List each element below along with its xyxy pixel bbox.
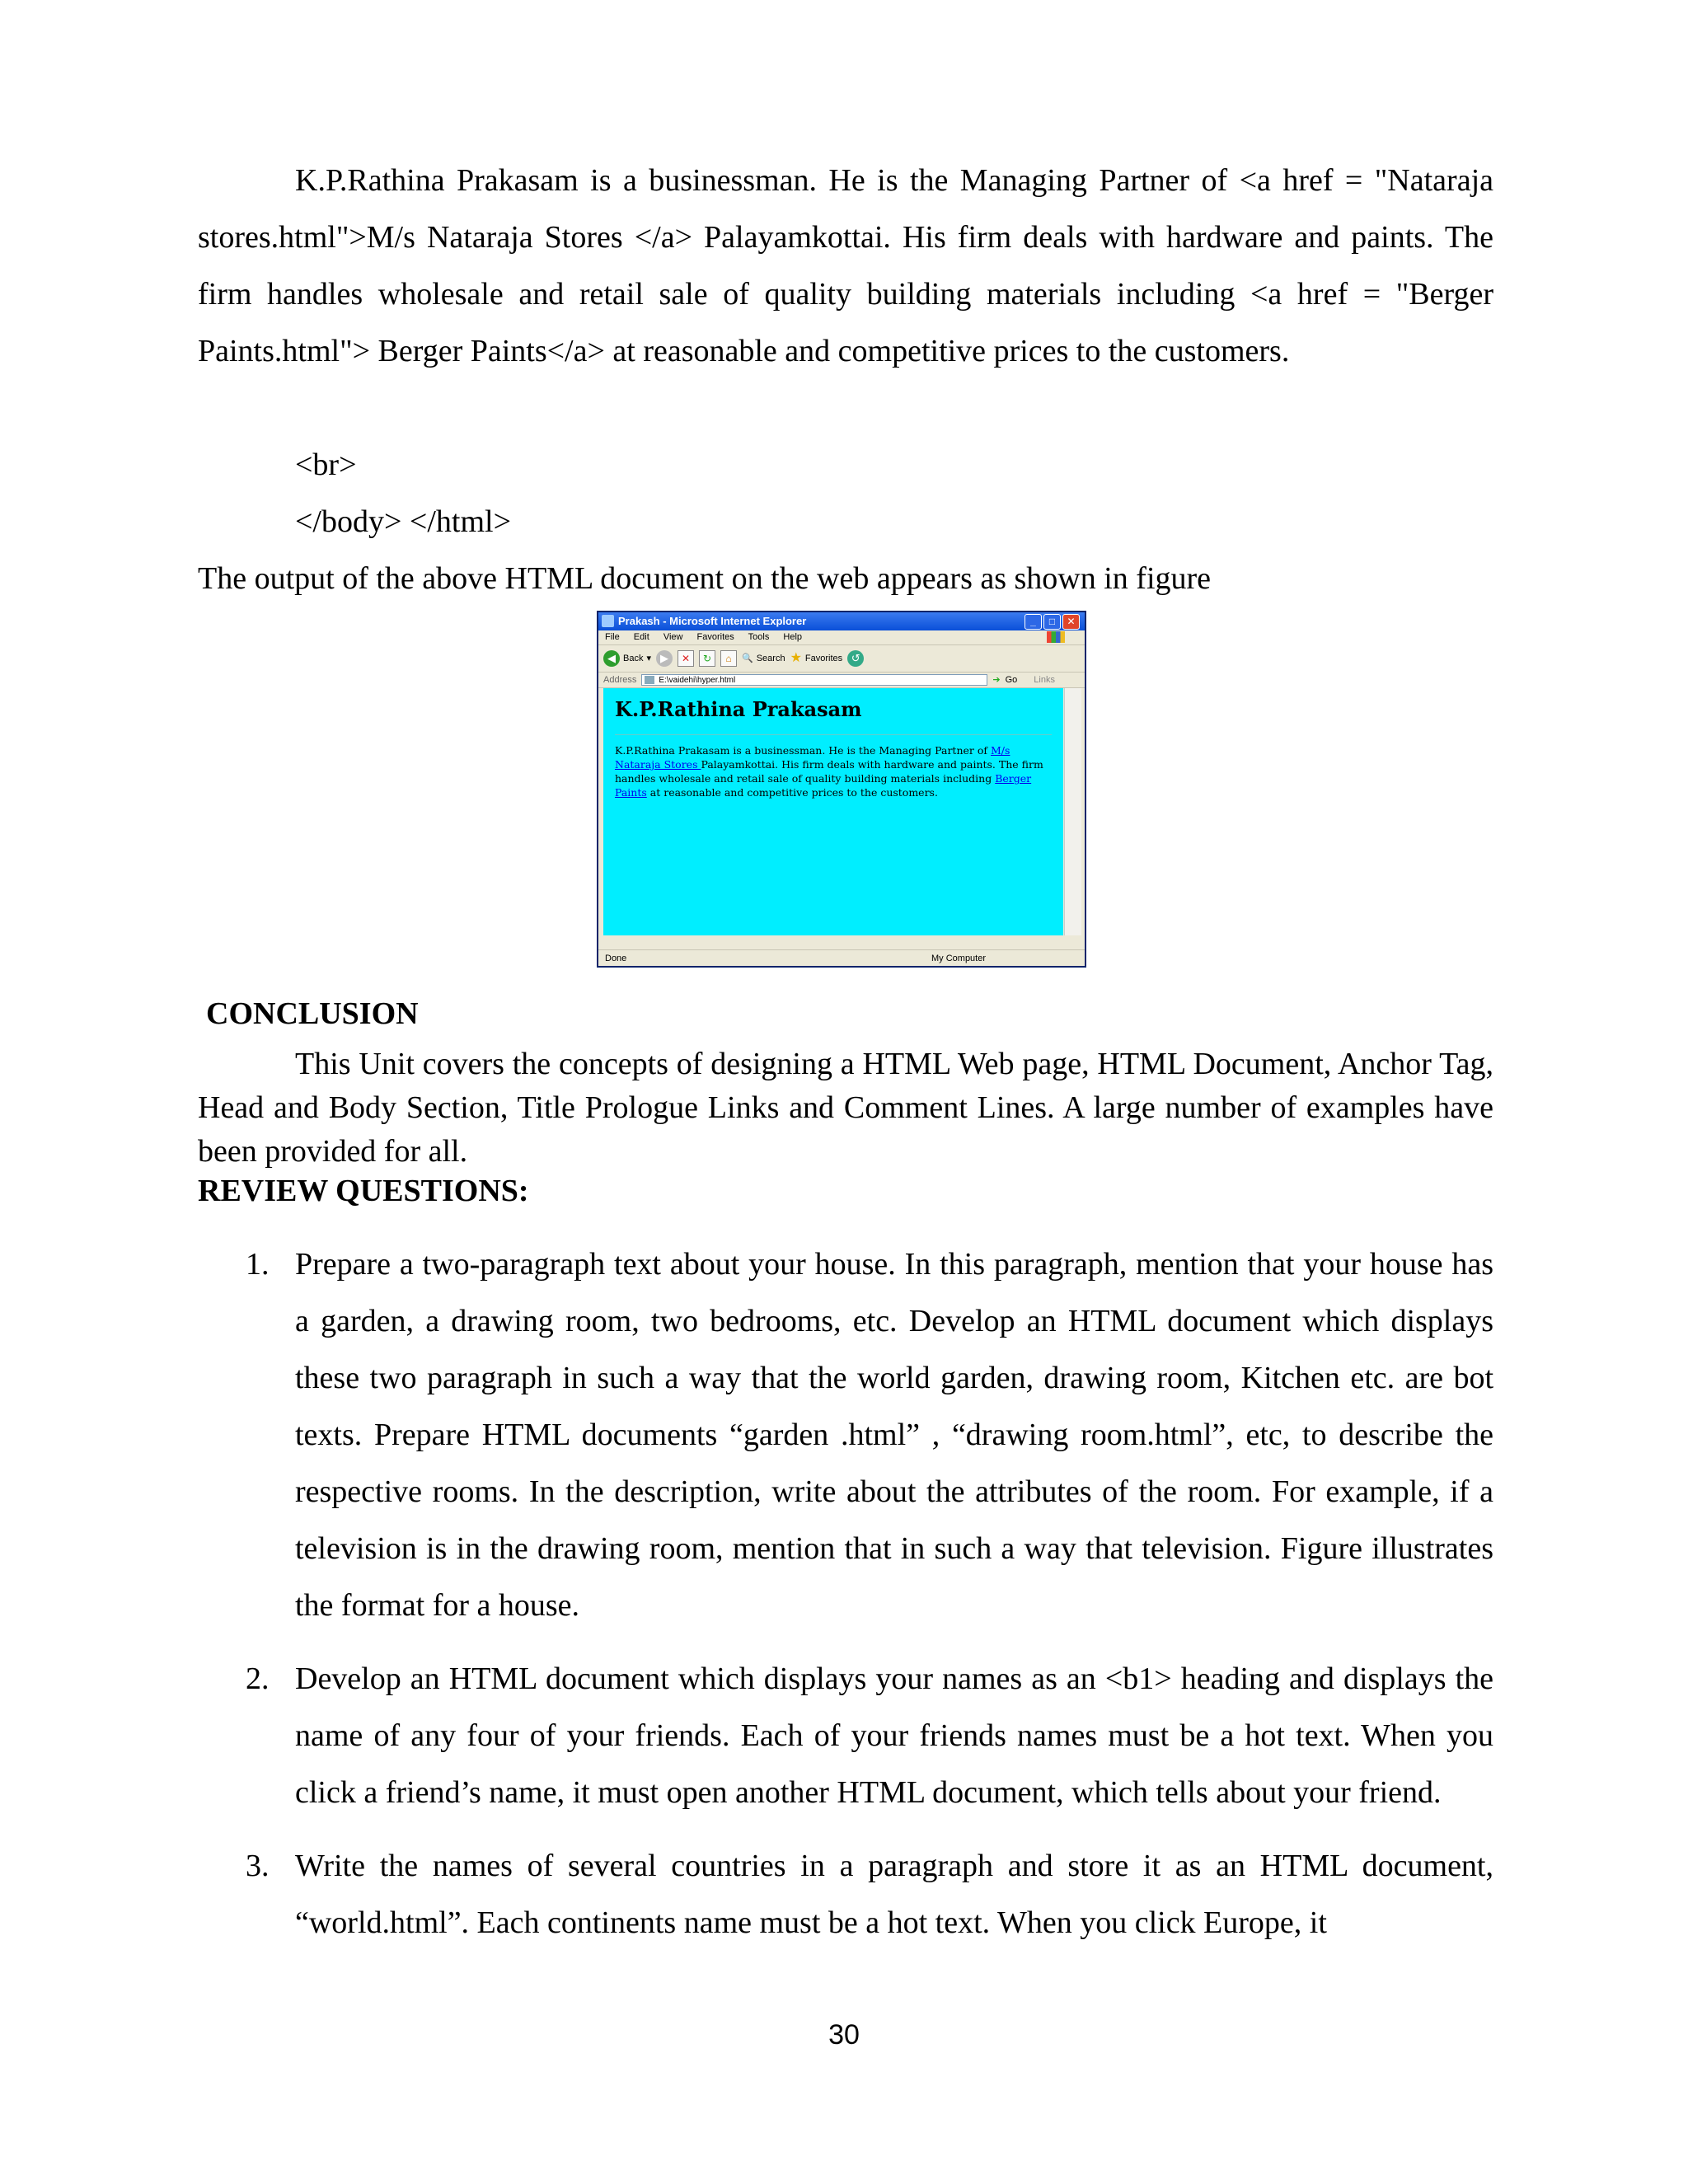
menu-file[interactable]: File — [605, 632, 620, 642]
output-caption: The output of the above HTML document on the web appears as shown in figure — [198, 561, 1212, 596]
home-icon[interactable]: ⌂ — [720, 650, 737, 667]
star-icon: ★ — [790, 651, 802, 665]
horizontal-rule — [615, 734, 1052, 735]
browser-titlebar — [598, 612, 1085, 630]
search-icon: 🔍 — [742, 654, 753, 663]
list-item — [198, 1838, 1493, 1952]
status-done: Done — [605, 954, 627, 963]
go-button[interactable]: Go — [1005, 675, 1018, 685]
favorites-label: Favorites — [804, 654, 843, 663]
address-input[interactable] — [641, 674, 987, 686]
question-text: Develop an HTML document which displays your names as an <b1> heading and displays the name of any four of your friends. Each of your friends names must be a hot text. When you click a friend’s name, it must open another HTML document, which tells about your friend. — [295, 1661, 1493, 1810]
page-number: 30 — [828, 2019, 860, 2050]
forward-arrow-icon[interactable]: ▶ — [656, 650, 673, 667]
favorites-button[interactable] — [790, 645, 843, 672]
review-questions-list — [198, 1236, 1493, 1968]
windows-logo-icon — [1047, 631, 1065, 643]
list-item — [198, 1236, 1493, 1634]
back-label: Back — [623, 654, 644, 663]
code-line-close: </body> </html> — [295, 504, 512, 539]
refresh-icon[interactable]: ↻ — [699, 650, 715, 667]
page-paragraph — [615, 743, 1052, 799]
browser-statusbar — [598, 949, 1085, 966]
status-my-computer: My Computer — [931, 954, 987, 963]
question-number: 1. — [246, 1247, 270, 1282]
page-heading: K.P.Rathina Prakasam — [615, 697, 862, 721]
close-icon[interactable]: ✕ — [1062, 614, 1080, 630]
nataraja-stores-link[interactable]: M/s Nataraja Stores — [615, 744, 1010, 771]
menu-tools[interactable]: Tools — [748, 632, 770, 642]
page-icon — [645, 676, 654, 684]
vertical-scrollbar[interactable] — [1064, 688, 1081, 935]
menu-view[interactable]: View — [663, 632, 683, 642]
body-text-1: K.P.Rathina Prakasam is a businessman. He is the Managing Partner of — [615, 744, 991, 757]
conclusion-paragraph: This Unit covers the concepts of designing a HTML Web page, HTML Document, Anchor Tag, Head and Body Section, Title Prologue Links and Comment Lines. A large number of examples have been provided for all. — [198, 1047, 1493, 1169]
browser-toolbar — [598, 645, 1085, 673]
browser-content — [603, 688, 1063, 935]
conclusion-heading: CONCLUSION — [206, 996, 419, 1031]
browser-title: Prakash - Microsoft Internet Explorer — [618, 615, 807, 627]
code-line-br: <br> — [295, 448, 357, 482]
browser-menubar — [598, 630, 1085, 645]
browser-addressbar — [598, 673, 1085, 688]
links-label[interactable]: Links — [1034, 675, 1055, 685]
question-number: 3. — [246, 1849, 270, 1883]
media-icon[interactable]: ↺ — [847, 650, 864, 667]
address-value: E:\vaidehi\hyper.html — [659, 676, 736, 685]
browser-screenshot — [597, 611, 1086, 968]
minimize-icon[interactable]: _ — [1025, 614, 1042, 630]
body-text-2: Palayamkottai. His firm deals with hardware and paints. The firm handles wholesale and retail sale of quality building materials including — [615, 758, 1043, 785]
search-button[interactable] — [742, 645, 785, 672]
menu-favorites[interactable]: Favorites — [696, 632, 734, 642]
list-item — [198, 1651, 1493, 1821]
question-number: 2. — [246, 1661, 270, 1696]
question-text: Write the names of several countries in a paragraph and store it as an HTML document, “world.html”. Each continents name must be a hot text. When you click Europe, it — [295, 1849, 1493, 1940]
back-arrow-icon: ◀ — [603, 650, 620, 667]
search-label: Search — [756, 654, 785, 663]
body-text-3: at reasonable and competitive prices to the customers. — [646, 786, 938, 799]
back-button[interactable]: ◀ Back ▾ — [603, 645, 651, 672]
berger-paints-link[interactable]: Berger Paints — [615, 772, 1032, 799]
ie-app-icon — [602, 615, 614, 627]
go-arrow-icon[interactable]: ➔ — [992, 675, 1001, 685]
review-questions-heading: REVIEW QUESTIONS: — [198, 1174, 529, 1208]
question-text: Prepare a two-paragraph text about your house. In this paragraph, mention that your house has a garden, a drawing room, two bedrooms, etc. Develop an HTML document which displays these two paragraph in such a way that the world garden, drawing room, Kitchen etc. are bot texts. Prepare HTML documents “garden .html” , “drawing room.html”, etc, to describe the respective rooms. In the description, write about the attributes of the room. For example, if a television is in the drawing room, mention that in such a way that television. Figure illustrates the format for a house. — [295, 1247, 1493, 1623]
address-label: Address — [603, 675, 637, 685]
stop-icon[interactable]: ✕ — [678, 650, 694, 667]
maximize-icon[interactable]: □ — [1043, 614, 1061, 630]
menu-help[interactable]: Help — [783, 632, 803, 642]
menu-edit[interactable]: Edit — [633, 632, 649, 642]
intro-paragraph: K.P.Rathina Prakasam is a businessman. He is the Managing Partner of <a href = "Nataraja stores.html">M/s Nataraja Stores </a> Palayamkottai. His firm deals with hardware and paints. The firm handles wholesale and retail sale of quality building materials including <a href = "Berger Paints.html"> Berger Paints</a> at reasonable and competitive prices to the customers. — [198, 163, 1493, 368]
